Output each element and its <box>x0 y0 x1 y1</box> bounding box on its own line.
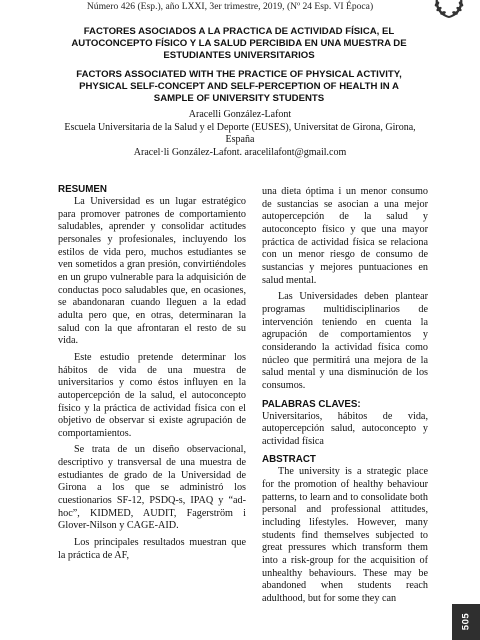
resumen-paragraph: Se trata de un diseño observacional, descriptivo y transversal de una muestra de estudiantes de grado de la Universidad de Girona a los que se administró los cuestionarios SF-12, PSDQ-s, IPAQ y “ad-hoc”, KIDMED, AUDIT, Fagerström i Glover-Nilson y CAGE-AID. <box>58 444 246 532</box>
author-contact: Aracel·li González-Lafont. aracelilafont@gmail.com <box>133 147 347 159</box>
left-column <box>58 184 246 562</box>
page-number: 505 <box>460 612 472 631</box>
abstract-heading: ABSTRACT <box>262 454 316 466</box>
keywords-text: Universitarios, hábitos de vida, autopercepción salud, autoconcepto y actividad física <box>262 410 428 447</box>
resumen-paragraph: Este estudio pretende determinar los hábitos de vida de una muestra de universitarios y como éstos influyen en la autopercepción de la salud, el autoconcepto físico y la práctica de actividad física con el objetivo de observar si existe agrupación de comportamientos. <box>58 351 246 439</box>
resumen-paragraph: una dieta óptima i un menor consumo de sustancias se asocian a una mejor autopercepción de la salud y autoconcepto físico y que una mayor práctica de actividad física se relaciona con un menor riesgo de consumo de sustancias y mejores puntuaciones en salud mental. <box>262 186 428 286</box>
title-spanish: FACTORES ASOCIADOS A LA PRACTICA DE ACTIVIDAD FÍSICA, EL AUTOCONCEPTO FÍSICO Y LA SALUD PERCIBIDA EN UNA MUESTRA DE ESTUDIANTES UNIVERSITARIOS <box>71 26 407 62</box>
right-column <box>262 186 428 606</box>
author-block <box>58 109 422 160</box>
journal-citation: Número 426 (Esp.), año LXXI, 3er trimestre, 2019, (Nº 24 Esp. VI Época) <box>86 1 374 12</box>
abstract-paragraph: The university is a strategic place for the promotion of healthy behaviour patterns, to learn and to consolidate both personal and professional attitudes, including lifestyles. However, many students find themselves subjected to great pressures which transform them into a risk-group for the acquisition of unhealthy behaviours. These may be abandoned when students reach adulthood, but for some they can <box>262 466 428 605</box>
article-titles <box>58 26 420 105</box>
keywords-heading: PALABRAS CLAVES: <box>262 398 361 410</box>
resumen-paragraph: Las Universidades deben plantear programas multidisciplinarios de intervención teniendo en cuenta la agrupación de comportamientos y considerando la actividad física como núcleo que permitirá una mejora de la salud mental y una disminución de los consumos. <box>262 291 428 391</box>
author-affiliation: Escuela Universitaria de la Salud y el Deporte (EUSES), Universitat de Girona, Girona, España <box>64 121 416 146</box>
resumen-heading: RESUMEN <box>58 184 107 195</box>
title-english: FACTORS ASSOCIATED WITH THE PRACTICE OF PHYSICAL ACTIVITY, PHYSICAL SELF-CONCEPT AND SELF-PERCEPTION OF HEALTH IN A SAMPLE OF UNIVERSITY STUDENTS <box>76 68 402 105</box>
author-name: Aracelli González-Lafont <box>188 109 292 120</box>
laurel-wreath-icon <box>428 0 470 20</box>
resumen-paragraph: Los principales resultados muestran que la práctica de AF, <box>58 537 246 561</box>
resumen-paragraph: La Universidad es un lugar estratégico para promover patrones de comportamiento saludables, aprender y consolidar actitudes personales y profesionales, incluyendo los estilos de vida pero, muchos estudiantes se ven sometidos a gran presión, convirtiéndoles en un grupo vulnerable para la adquisición de conductas poco saludables que, en ocasiones, se abandonaran cuando lleguen a la edad adulta pero que, en otras, determinaran la salud con la que afrontaran el resto de su vida. <box>58 196 246 347</box>
page-number-tab <box>452 604 480 640</box>
